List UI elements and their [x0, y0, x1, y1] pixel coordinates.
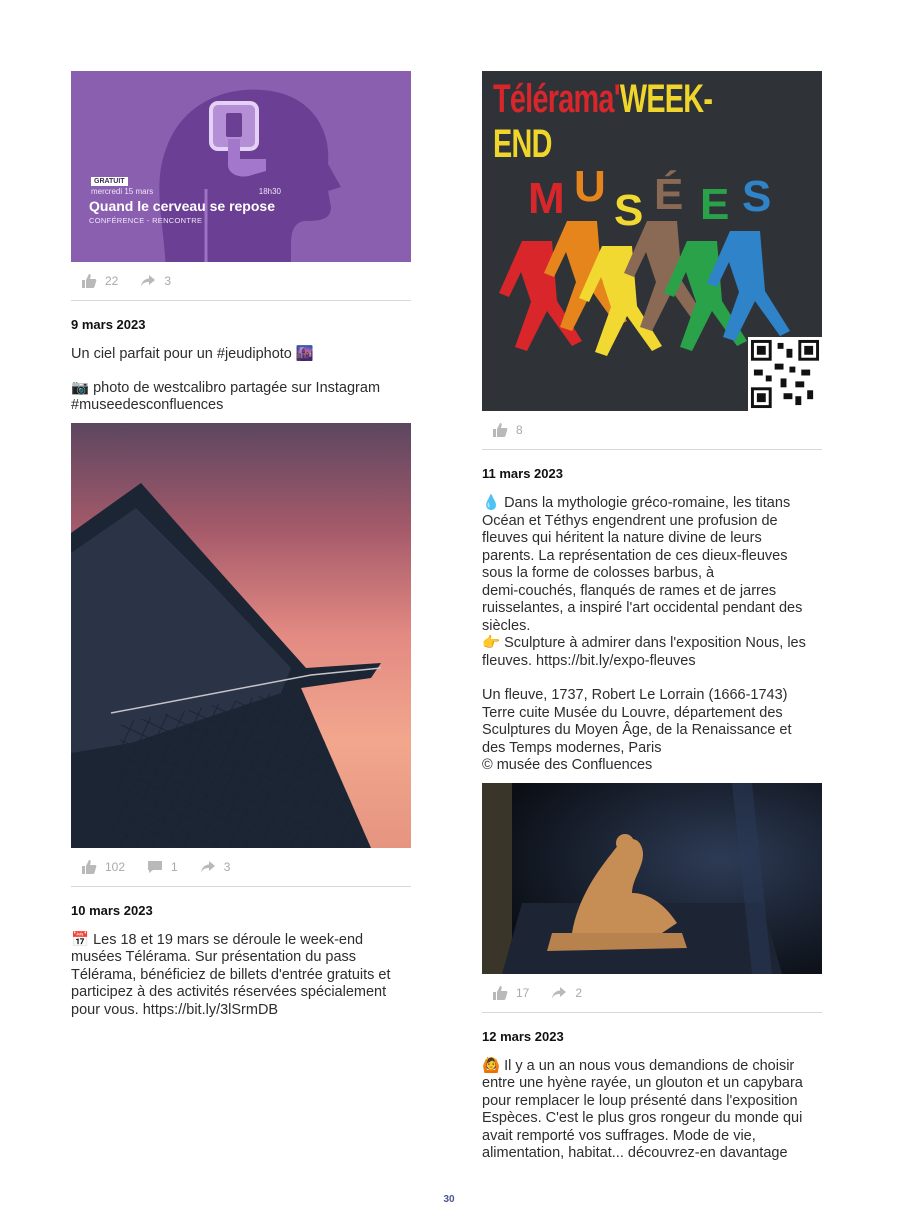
- likes-count[interactable]: 17: [492, 985, 529, 1001]
- right-column: [482, 71, 822, 1171]
- poster-letter: M: [528, 174, 565, 223]
- post-stats: [482, 411, 822, 450]
- post-text: 💧 Dans la mythologie gréco-romaine, les titans Océan et Téthys engendrent une profusion de fleuves qui héritent la nature divine de leurs parents. La représentation de ces dieux-fleuves sous la forme de colosses barbus, à demi-couchés, flanqués de rames et de jarres ruisselantes, a inspiré l'art occidental pendant des siècles. 👉 Sculpture à admirer dans l'exposition Nous, les fleuves. https://bit.ly/expo-fleuves: [482, 495, 806, 669]
- post-date: 9 mars 2023: [71, 317, 146, 332]
- museum-sunset-photo: [71, 423, 411, 848]
- post-date: 10 mars 2023: [71, 902, 153, 918]
- page-number: 30: [443, 1194, 455, 1205]
- post-stats: [71, 848, 411, 887]
- head-silhouette-graphic: [156, 79, 356, 262]
- poster-letter: S: [614, 186, 644, 235]
- post-text: 📅 Les 18 et 19 mars se déroule le week-end musées Télérama. Sur présentation du pass Télérama, bénéficiez de billets d'entrée gratuits et participez à des activités réservées spécialement pour vous. https://bit.ly/3lSrmDB: [71, 931, 391, 1018]
- sculpture-photo: [482, 783, 822, 974]
- event-title: Quand le cerveau se repose: [89, 198, 275, 214]
- sculpture-graphic: [482, 783, 822, 974]
- event-date: mercredi 15 mars: [91, 187, 154, 196]
- poster-letter: U: [574, 162, 606, 211]
- share-arrow-icon: [140, 273, 156, 289]
- shares-count[interactable]: 3: [200, 859, 231, 875]
- thumbs-up-icon: [492, 422, 508, 438]
- shares-count[interactable]: 3: [140, 273, 171, 289]
- share-arrow-icon: [551, 985, 567, 1001]
- event-subtitle: CONFÉRENCE - RENCONTRE: [89, 216, 203, 225]
- post-stats: [482, 974, 822, 1013]
- telerama-poster: [482, 71, 822, 411]
- museum-sunset-graphic: [71, 423, 411, 848]
- post-text: 🙆 Il y a un an nous vous demandions de choisir entre une hyène rayée, un glouton et un capybara pour remplacer le loup présenté dans l'exposition Espèces. C'est le plus gros rongeur du monde qui avait remporté vos suffrages. Mode de vie, alimentation, habitat... découvrez-en davantage: [482, 1057, 803, 1161]
- likes-count[interactable]: 8: [492, 422, 523, 438]
- poster-letter: S: [742, 172, 772, 221]
- left-column: [71, 71, 411, 1027]
- likes-count[interactable]: 22: [81, 273, 118, 289]
- thumbs-up-icon: [81, 859, 97, 875]
- post-text: Un ciel parfait pour un #jeudiphoto 🌆: [71, 346, 314, 362]
- qr-code[interactable]: [748, 337, 822, 411]
- conference-image: [71, 71, 411, 262]
- poster-title: Télérama'WEEK-END: [493, 77, 713, 166]
- comments-count[interactable]: 1: [147, 859, 178, 875]
- post-stats: [71, 262, 411, 301]
- free-badge: GRATUIT: [91, 177, 128, 186]
- post-text: Un fleuve, 1737, Robert Le Lorrain (1666-1743) Terre cuite Musée du Louvre, département des Sculptures du Moyen Âge, de la Renaissance et des Temps modernes, Paris © musée des Confluences: [482, 687, 792, 773]
- post-date: 11 mars 2023: [482, 466, 563, 481]
- poster-letter: É: [654, 170, 684, 219]
- likes-count[interactable]: 102: [81, 859, 125, 875]
- shares-count[interactable]: 2: [551, 985, 582, 1001]
- share-arrow-icon: [200, 859, 216, 875]
- event-datetime: [91, 187, 281, 196]
- thumbs-up-icon: [81, 273, 97, 289]
- post-date: 12 mars 2023: [482, 1028, 564, 1044]
- comment-icon: [147, 859, 163, 875]
- event-time: 18h30: [258, 187, 281, 196]
- poster-letter: E: [700, 180, 730, 229]
- post-text: 📷 photo de westcalibro partagée sur Instagram #museedesconfluences: [71, 379, 381, 413]
- thumbs-up-icon: [492, 985, 508, 1001]
